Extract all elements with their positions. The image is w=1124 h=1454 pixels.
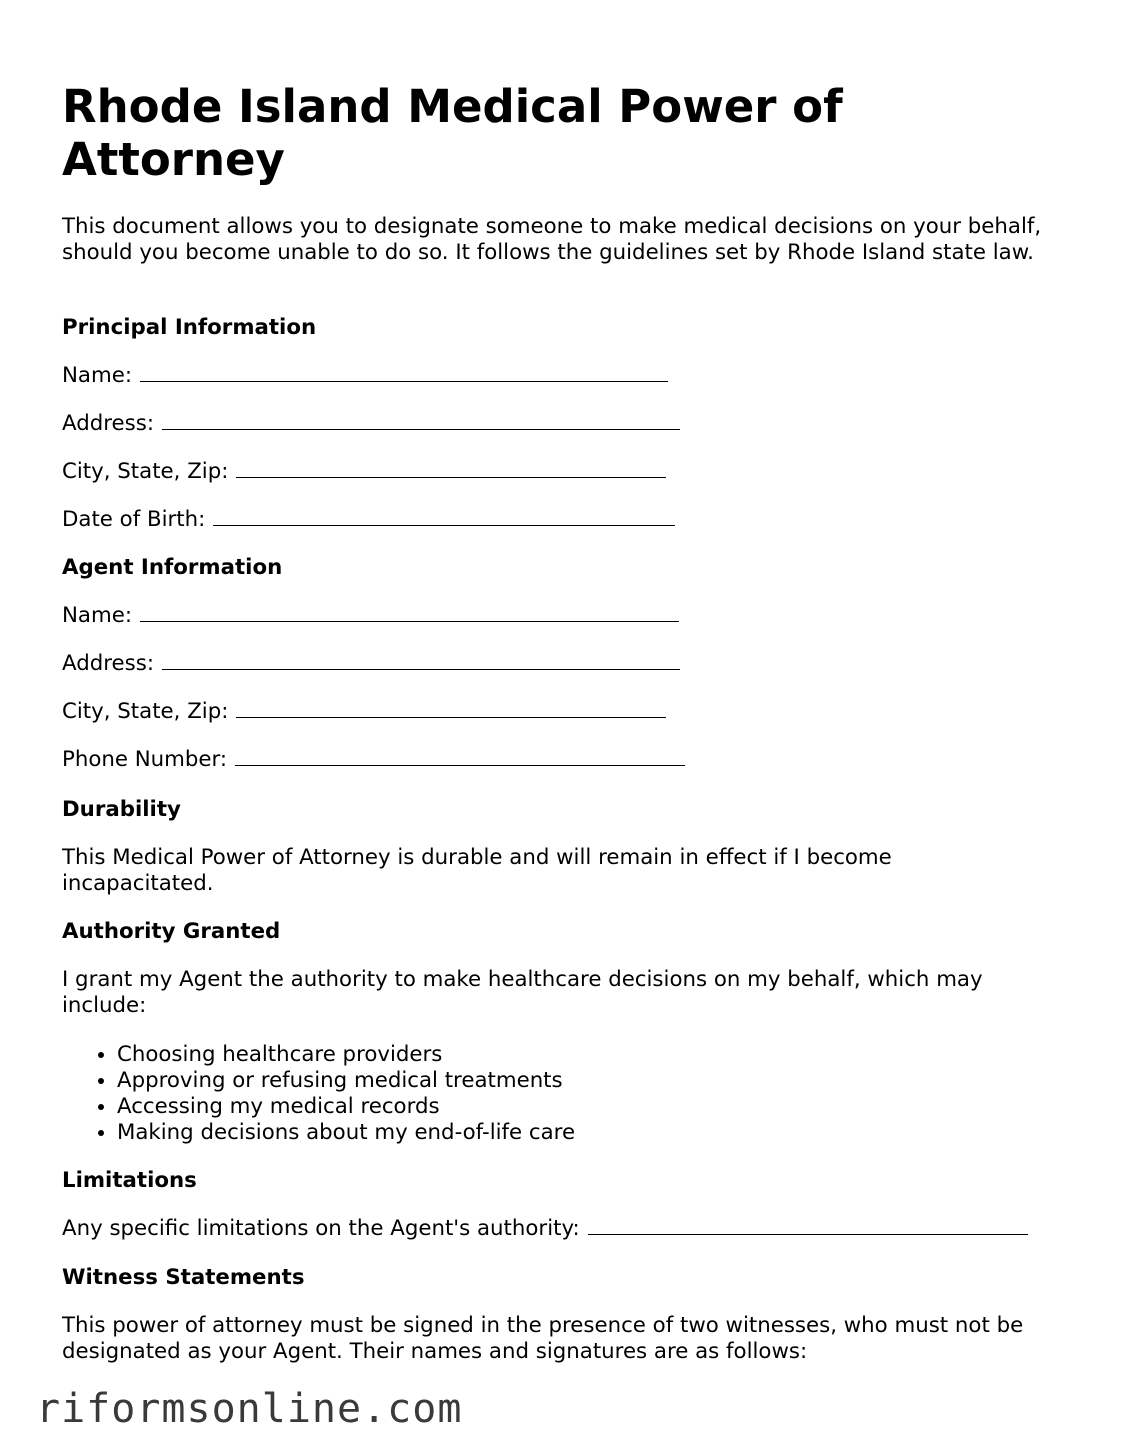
principal-address-label: Address: — [62, 411, 154, 436]
principal-dob-label: Date of Birth: — [62, 507, 206, 532]
agent-name-label: Name: — [62, 603, 133, 628]
authority-list — [62, 1042, 575, 1146]
limitations-field[interactable] — [62, 1216, 1028, 1242]
agent-city-field[interactable] — [62, 699, 666, 725]
agent-name-blank[interactable] — [140, 603, 679, 622]
principal-name-blank[interactable] — [140, 363, 668, 382]
witness-heading: Witness Statements — [62, 1265, 305, 1290]
agent-address-field[interactable] — [62, 651, 680, 677]
limitations-label: Any specific limitations on the Agent's authority: — [62, 1216, 580, 1241]
agent-phone-blank[interactable] — [235, 747, 685, 766]
agent-name-field[interactable] — [62, 603, 679, 629]
authority-heading: Authority Granted — [62, 919, 281, 944]
intro-paragraph: This document allows you to designate someone to make medical decisions on your behalf, should you become unable to do so. It follows the guidelines set by Rhode Island state law. — [62, 214, 1042, 265]
durability-paragraph: This Medical Power of Attorney is durable and will remain in effect if I become incapacitated. — [62, 845, 892, 896]
principal-name-field[interactable] — [62, 363, 668, 389]
authority-paragraph: I grant my Agent the authority to make healthcare decisions on my behalf, which may include: — [62, 967, 983, 1018]
list-item: • Approving or refusing medical treatments — [117, 1068, 575, 1094]
limitations-heading: Limitations — [62, 1168, 197, 1193]
limitations-blank[interactable] — [588, 1216, 1028, 1235]
principal-address-blank[interactable] — [162, 411, 680, 430]
list-item: • Accessing my medical records — [117, 1094, 575, 1120]
agent-heading: Agent Information — [62, 555, 283, 580]
list-item: • Making decisions about my end-of-life care — [117, 1120, 575, 1146]
agent-phone-label: Phone Number: — [62, 747, 228, 772]
agent-address-blank[interactable] — [162, 651, 680, 670]
agent-address-label: Address: — [62, 651, 154, 676]
principal-address-field[interactable] — [62, 411, 680, 437]
principal-heading: Principal Information — [62, 315, 317, 340]
witness-paragraph: This power of attorney must be signed in the presence of two witnesses, who must not be designated as your Agent. Their names and signatures are as follows: — [62, 1313, 1024, 1364]
watermark-text: riformsonline.com — [36, 1386, 463, 1432]
agent-city-label: City, State, Zip: — [62, 699, 229, 724]
principal-city-label: City, State, Zip: — [62, 459, 229, 484]
list-item: • Choosing healthcare providers — [117, 1042, 575, 1068]
durability-heading: Durability — [62, 797, 181, 822]
document-title: Rhode Island Medical Power of Attorney — [62, 80, 843, 186]
agent-city-blank[interactable] — [236, 699, 666, 718]
principal-city-field[interactable] — [62, 459, 666, 485]
principal-name-label: Name: — [62, 363, 133, 388]
principal-dob-blank[interactable] — [213, 507, 675, 526]
agent-phone-field[interactable] — [62, 747, 685, 773]
principal-dob-field[interactable] — [62, 507, 675, 533]
principal-city-blank[interactable] — [236, 459, 666, 478]
